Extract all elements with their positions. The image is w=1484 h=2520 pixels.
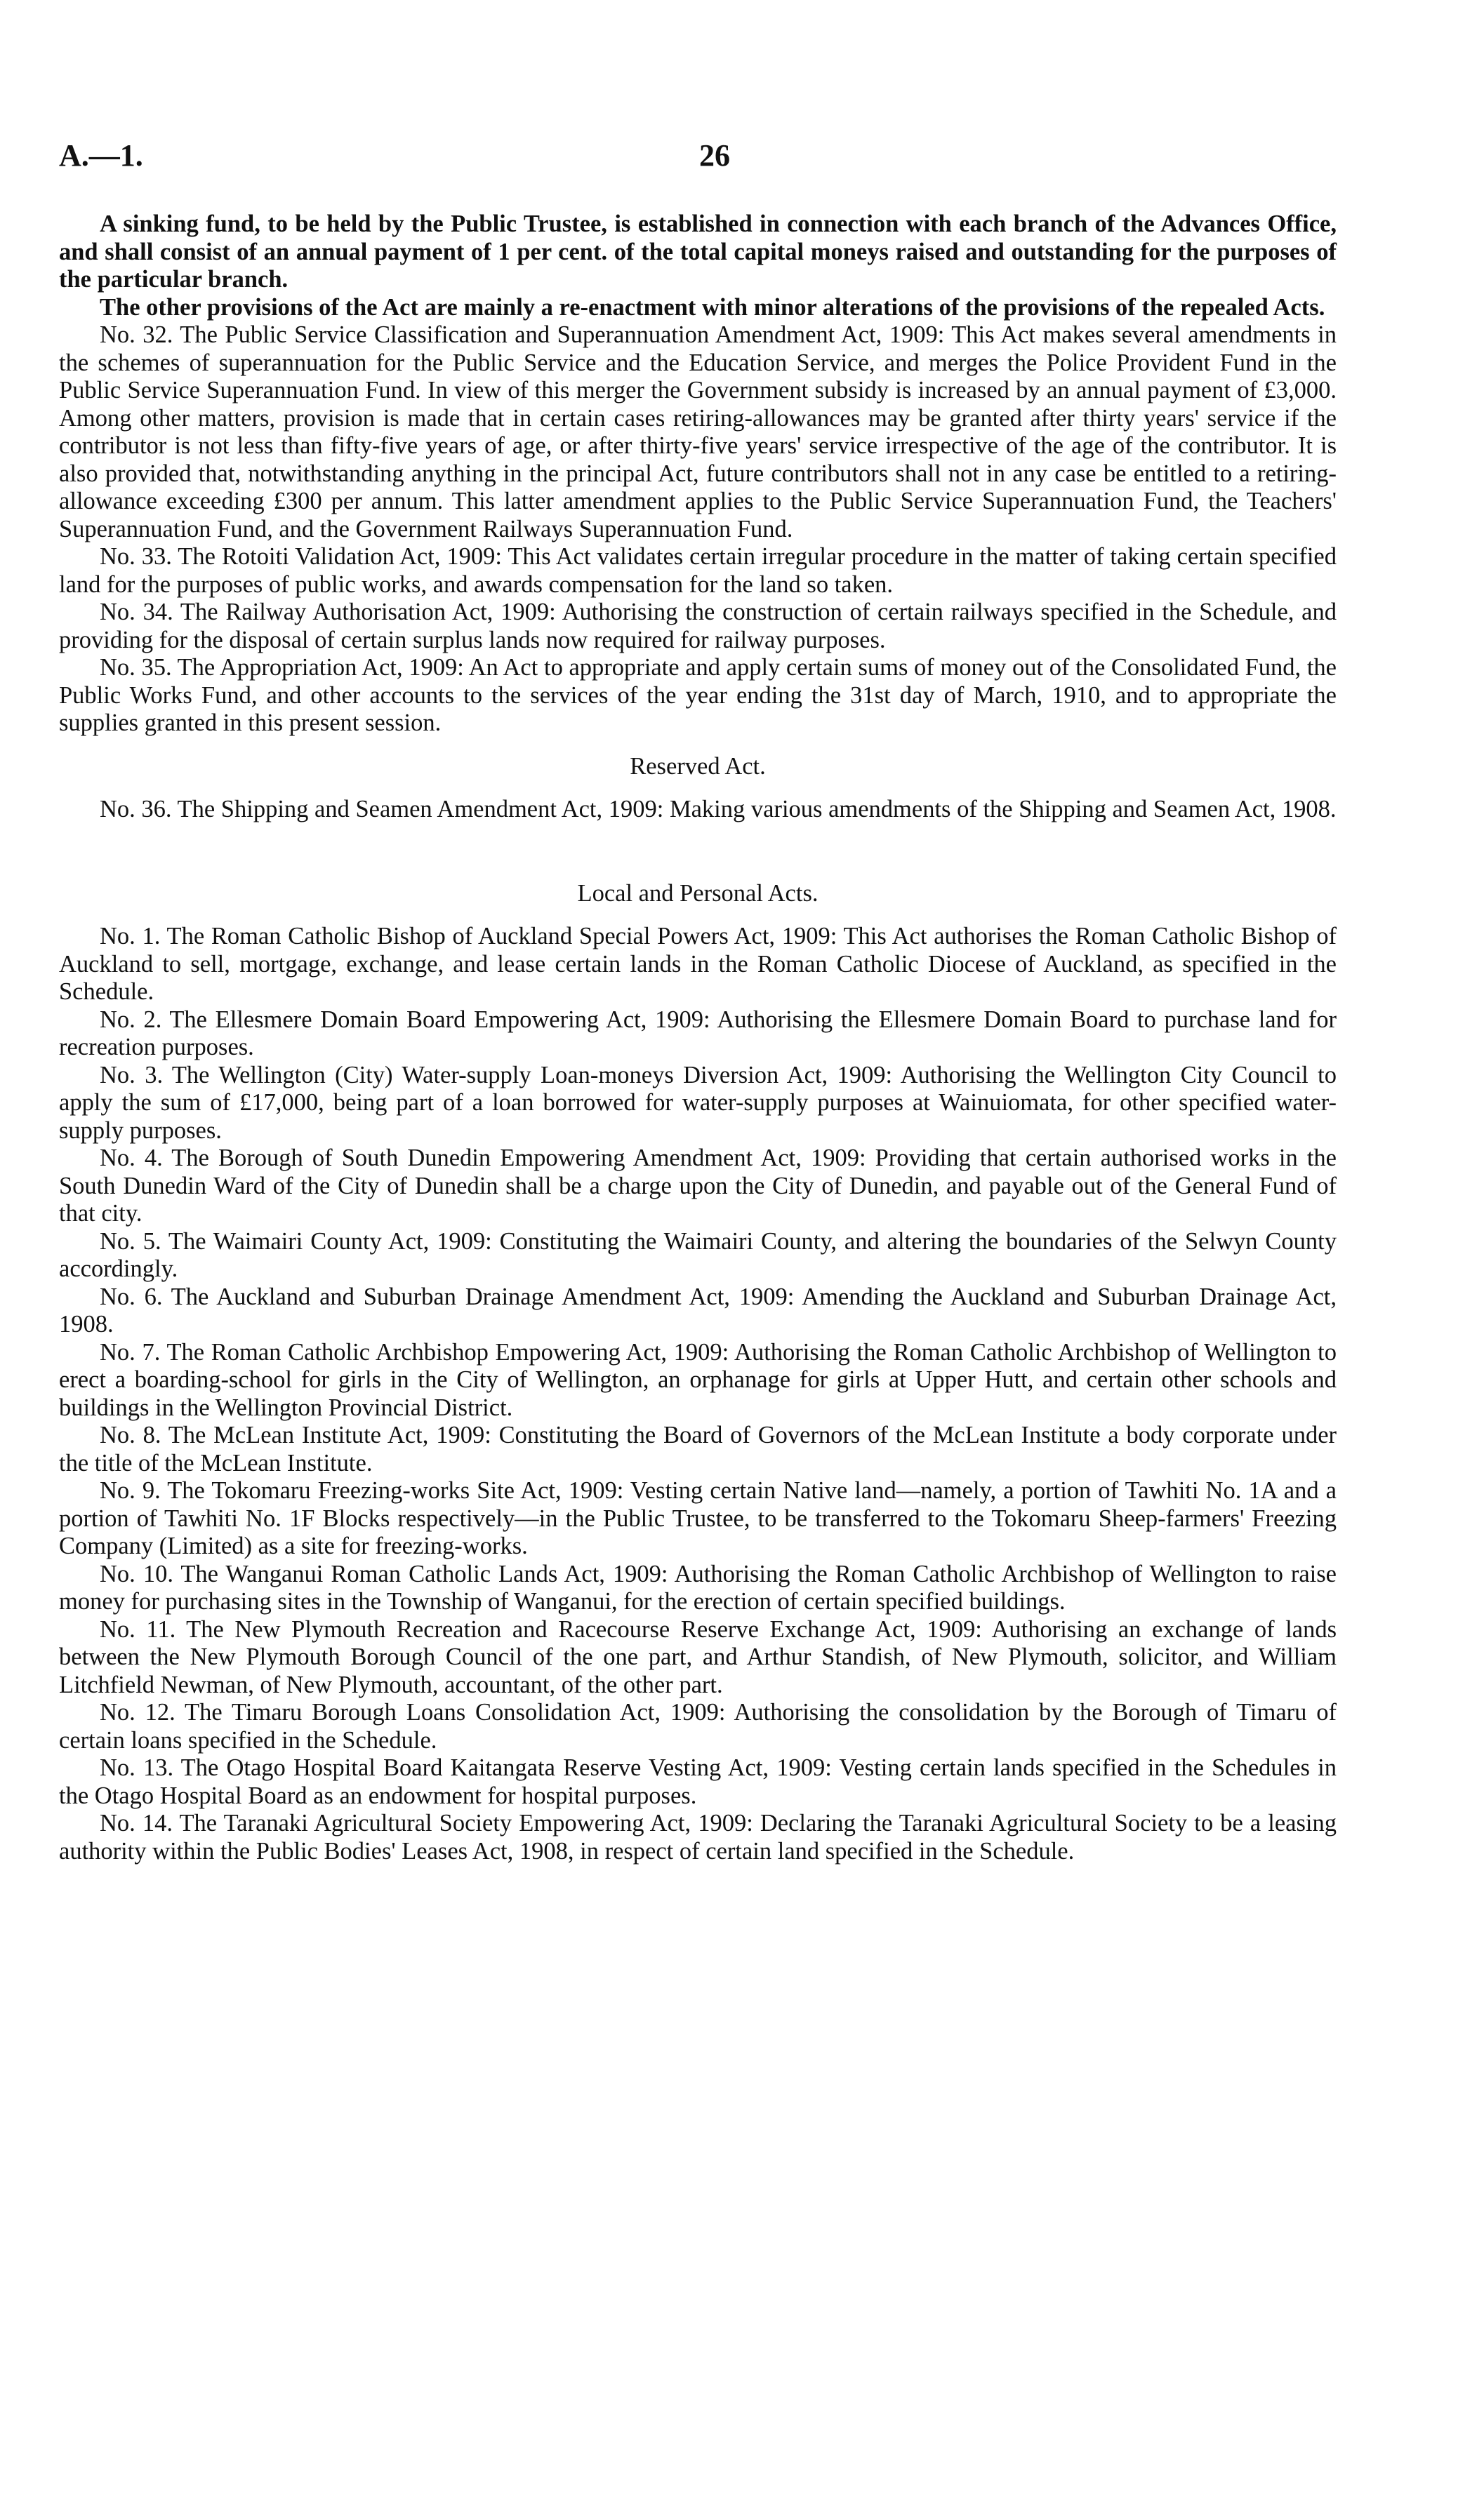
section-heading-reserved: Reserved Act. bbox=[630, 752, 766, 780]
paragraph-act-34: No. 34. The Railway Authorisation Act, 1909: Authorising the construction of certain railways specified in the Schedule, and providing for the disposal of certain surplus lands now required for railway purposes. bbox=[59, 599, 1337, 653]
paragraph-local-act-14: No. 14. The Taranaki Agricultural Society Empowering Act, 1909: Declaring the Taranaki Agricultural Society to be a leasing authority within the Public Bodies' Leases Act, 1908, in respect of certain land specified in the Schedule. bbox=[59, 1810, 1337, 1865]
paragraph-local-act-9: No. 9. The Tokomaru Freezing-works Site Act, 1909: Vesting certain Native land—namely, a portion of Tawhiti No. 1A and a portion of Tawhiti No. 1F Blocks respectively—in the Public Trustee, to be transferred to the Tokomaru Sheep-farmers' Freezing Company (Limited) as a site for freezing-works. bbox=[59, 1477, 1337, 1559]
paragraph-local-act-1: No. 1. The Roman Catholic Bishop of Auckland Special Powers Act, 1909: This Act authorises the Roman Catholic Bishop of Auckland to sell, mortgage, exchange, and lease certain lands in the Roman Catholic Diocese of Auckland, as specified in the Schedule. bbox=[59, 923, 1337, 1005]
page-number: 26 bbox=[699, 138, 730, 173]
paragraph-local-act-3: No. 3. The Wellington (City) Water-supply Loan-moneys Diversion Act, 1909: Authorising the Wellington City Council to apply the sum of £17,000, being part of a loan borrowed for water-supply purposes at Wainuiomata, for other specified water-supply purposes. bbox=[59, 1061, 1337, 1144]
paragraph-act-32: No. 32. The Public Service Classification and Superannuation Amendment Act, 1909: This Act makes several amendments in the schemes of superannuation for the Public Service and the Education Service, and merges the Police Provident Fund in the Public Service Superannuation Fund. In view of this merger the Government subsidy is increased by an annual payment of £3,000. Among other matters, provision is made that in certain cases retiring-allowances may be granted after thirty years' service if the contributor is not less than fifty-five years of age, or after thirty-five years' service irrespective of the age of the contributor. It is also provided that, notwithstanding anything in the principal Act, future contributors shall not in any case be entitled to a retiring-allowance exceeding £300 per annum. This latter amendment applies to the Public Service Superannuation Fund, the Teachers' Superannuation Fund, and the Government Railways Superannuation Fund. bbox=[59, 321, 1337, 542]
paragraph-act-35: No. 35. The Appropriation Act, 1909: An Act to appropriate and apply certain sums of money out of the Consolidated Fund, the Public Works Fund, and other accounts to the services of the year ending the 31st day of March, 1910, and to appropriate the supplies granted in this present session. bbox=[59, 654, 1337, 736]
paragraph-local-act-7: No. 7. The Roman Catholic Archbishop Empowering Act, 1909: Authorising the Roman Catholic Archbishop of Wellington to erect a boarding-school for girls in the City of Wellington, an orphanage for girls at Upper Hutt, and certain other schools and buildings in the Wellington Provincial District. bbox=[59, 1338, 1337, 1421]
paragraph-local-act-12: No. 12. The Timaru Borough Loans Consolidation Act, 1909: Authorising the consolidation by the Borough of Timaru of certain loans specified in the Schedule. bbox=[59, 1699, 1337, 1754]
spacer bbox=[59, 780, 1337, 796]
paragraph-local-act-4: No. 4. The Borough of South Dunedin Empowering Amendment Act, 1909: Providing that certain authorised works in the South Dunedin Ward of the City of Dunedin shall be a charge upon the City of Dunedin, and payable out of the General Fund of that city. bbox=[59, 1145, 1337, 1227]
paragraph-local-act-8: No. 8. The McLean Institute Act, 1909: Constituting the Board of Governors of the McLean Institute a body corporate under the title of the McLean Institute. bbox=[59, 1422, 1337, 1476]
paragraph-local-act-2: No. 2. The Ellesmere Domain Board Empowering Act, 1909: Authorising the Ellesmere Domain Board to purchase land for recreation purposes. bbox=[59, 1006, 1337, 1060]
paragraph-local-act-11: No. 11. The New Plymouth Recreation and Racecourse Reserve Exchange Act, 1909: Authorising an exchange of lands between the New Plymouth Borough Council of the one part, and Arthur Standish, of New Plymouth, solicitor, and William Litchfield Newman, of New Plymouth, accountant, of the other part. bbox=[59, 1615, 1337, 1698]
paragraph-local-act-6: No. 6. The Auckland and Suburban Drainage Amendment Act, 1909: Amending the Auckland and Suburban Drainage Act, 1908. bbox=[59, 1283, 1337, 1338]
spacer bbox=[59, 824, 1337, 880]
paragraph-local-act-13: No. 13. The Otago Hospital Board Kaitangata Reserve Vesting Act, 1909: Vesting certain lands specified in the Schedules in the Otago Hospital Board as an endowment for hospital purposes. bbox=[59, 1754, 1337, 1809]
document-reference: A.—1. bbox=[59, 138, 143, 173]
page-body bbox=[59, 211, 1337, 1865]
paragraph-act-33: No. 33. The Rotoiti Validation Act, 1909: This Act validates certain irregular procedure in the matter of taking certain specified land for the purposes of public works, and awards compensation for the land so taken. bbox=[59, 543, 1337, 598]
section-heading-local-personal: Local and Personal Acts. bbox=[577, 879, 819, 907]
paragraph-other-provisions: The other provisions of the Act are mainly a re-enactment with minor alterations of the provisions of the repealed Acts. bbox=[100, 293, 1325, 321]
spacer bbox=[59, 738, 1337, 753]
paragraph-sinking-fund: A sinking fund, to be held by the Public Trustee, is established in connection with each branch of the Advances Office, and shall consist of an annual payment of 1 per cent. of the total capital moneys raised and outstanding for the purposes of the particular branch. bbox=[59, 211, 1337, 293]
spacer bbox=[59, 907, 1337, 923]
paragraph-act-36: No. 36. The Shipping and Seamen Amendment Act, 1909: Making various amendments of the Shipping and Seamen Act, 1908. bbox=[100, 796, 1337, 822]
paragraph-local-act-5: No. 5. The Waimairi County Act, 1909: Constituting the Waimairi County, and altering the boundaries of the Selwyn County accordingly. bbox=[59, 1227, 1337, 1282]
paragraph-local-act-10: No. 10. The Wanganui Roman Catholic Lands Act, 1909: Authorising the Roman Catholic Archbishop of Wellington to raise money for purchasing sites in the Township of Wanganui, for the erection of certain specified buildings. bbox=[59, 1560, 1337, 1615]
page-header bbox=[59, 138, 1351, 187]
